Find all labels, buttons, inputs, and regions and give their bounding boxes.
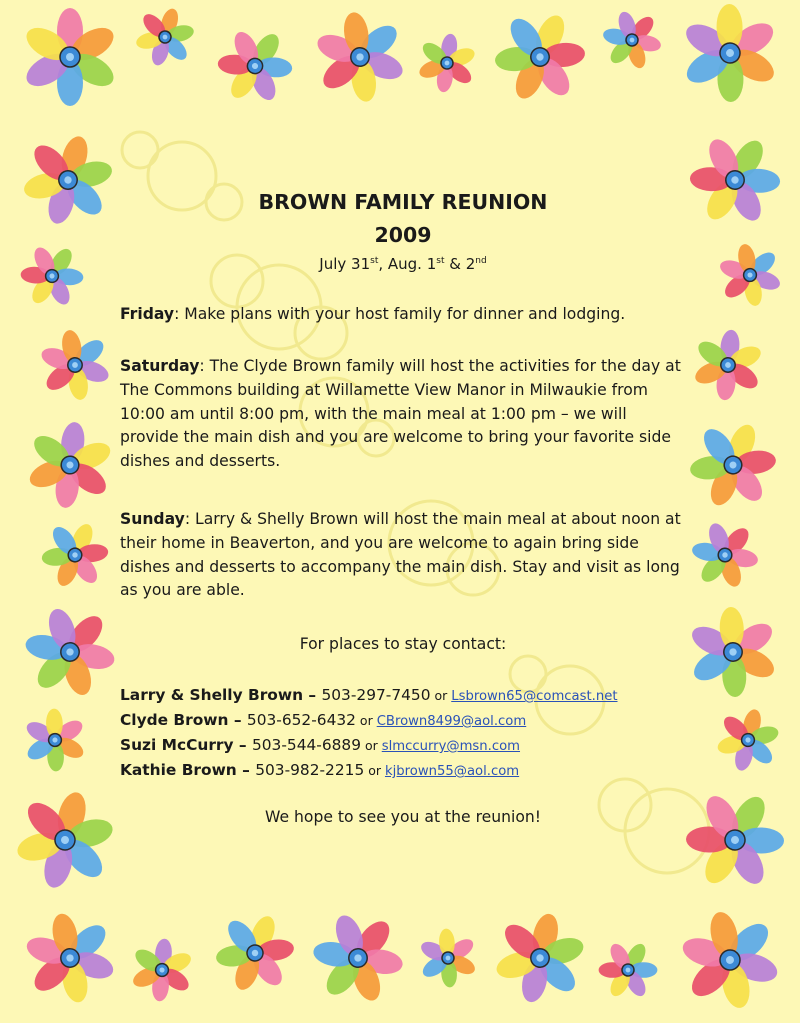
- flower-icon: [663, 0, 797, 120]
- reunion-title: BROWN FAMILY REUNION: [258, 190, 548, 214]
- flower-icon: [414, 30, 480, 96]
- friday-label: Friday: [120, 305, 175, 323]
- email-link[interactable]: slmccurry@msn.com: [381, 739, 521, 754]
- reunion-year: 2009: [374, 223, 432, 247]
- flower-icon: [6, 588, 133, 715]
- flower-icon: [706, 231, 794, 319]
- flower-icon: [486, 904, 594, 1012]
- flower-icon: [31, 511, 119, 599]
- flower-icon: [480, 0, 600, 117]
- saturday-label: Saturday: [120, 357, 200, 375]
- flower-icon: [12, 124, 123, 235]
- email-link[interactable]: Lsbrown65@comcast.net: [451, 689, 618, 704]
- email-link[interactable]: kjbrown55@aol.com: [384, 764, 520, 779]
- flower-icon: [22, 417, 118, 513]
- flower-icon: [710, 702, 786, 778]
- flower-icon: [12, 697, 98, 783]
- saturday-paragraph: Saturday: The Clyde Brown family will host the activities for the day at The Commons building at Willamette View Manor in Milwaukie from 10:00 am until 8:00 pm, with the main meal at 1:00 pm – we will provide the main dish and you are welcome to bring your favorite side dishes and desserts.: [120, 357, 681, 471]
- email-link[interactable]: CBrown8499@aol.com: [376, 714, 527, 729]
- flower-icon: [673, 118, 797, 242]
- flower-icon: [661, 891, 799, 1023]
- stay-heading: For places to stay contact:: [299, 635, 507, 653]
- flower-icon: [678, 508, 772, 602]
- flower-icon: [5, 780, 125, 900]
- reunion-dates: July 31st, Aug. 1st & 2nd: [319, 255, 487, 273]
- friday-paragraph: Friday: Make plans with your host family for dinner and lodging.: [120, 305, 626, 323]
- flower-icon: [128, 0, 201, 73]
- flower-icon: [6, 894, 133, 1021]
- flower-icon: [591, 0, 674, 81]
- flower-icon: [9, 233, 96, 320]
- contact-row: Clyde Brown – 503-652-6432 or CBrown8499@aol.com: [120, 711, 527, 729]
- contact-row: Larry & Shelly Brown – 503-297-7450 or Lsbrown65@comcast.net: [120, 686, 618, 704]
- sunday-label: Sunday: [120, 510, 185, 528]
- flower-icon: [21, 8, 119, 106]
- flower-icon: [295, 895, 422, 1022]
- flower-icon: [25, 315, 124, 414]
- flower-icon: [677, 408, 790, 521]
- flower-icon: [588, 930, 668, 1010]
- flower-icon: [671, 590, 796, 715]
- flower-icon: [203, 14, 306, 117]
- flower-center-dot: [66, 53, 74, 61]
- swirl-decoration: [122, 132, 158, 168]
- contact-row: Kathie Brown – 503-982-2215 or kjbrown55@aol.com: [120, 761, 520, 779]
- flower-icon: [128, 936, 196, 1004]
- closing-line: We hope to see you at the reunion!: [264, 808, 542, 826]
- flower-icon: [407, 917, 489, 999]
- flower-icon: [204, 902, 306, 1004]
- flower-icon: [689, 326, 766, 404]
- contact-row: Suzi McCurry – 503-544-6889 or slmccurry@msn.com: [120, 736, 521, 754]
- sunday-paragraph: Sunday: Larry & Shelly Brown will host the main meal at about noon at their home in Beaverton, and you are welcome to again bring side dishes and desserts to accompany the main dish. Stay and visit as long as you are able.: [120, 510, 681, 600]
- flower-icon: [297, 0, 424, 120]
